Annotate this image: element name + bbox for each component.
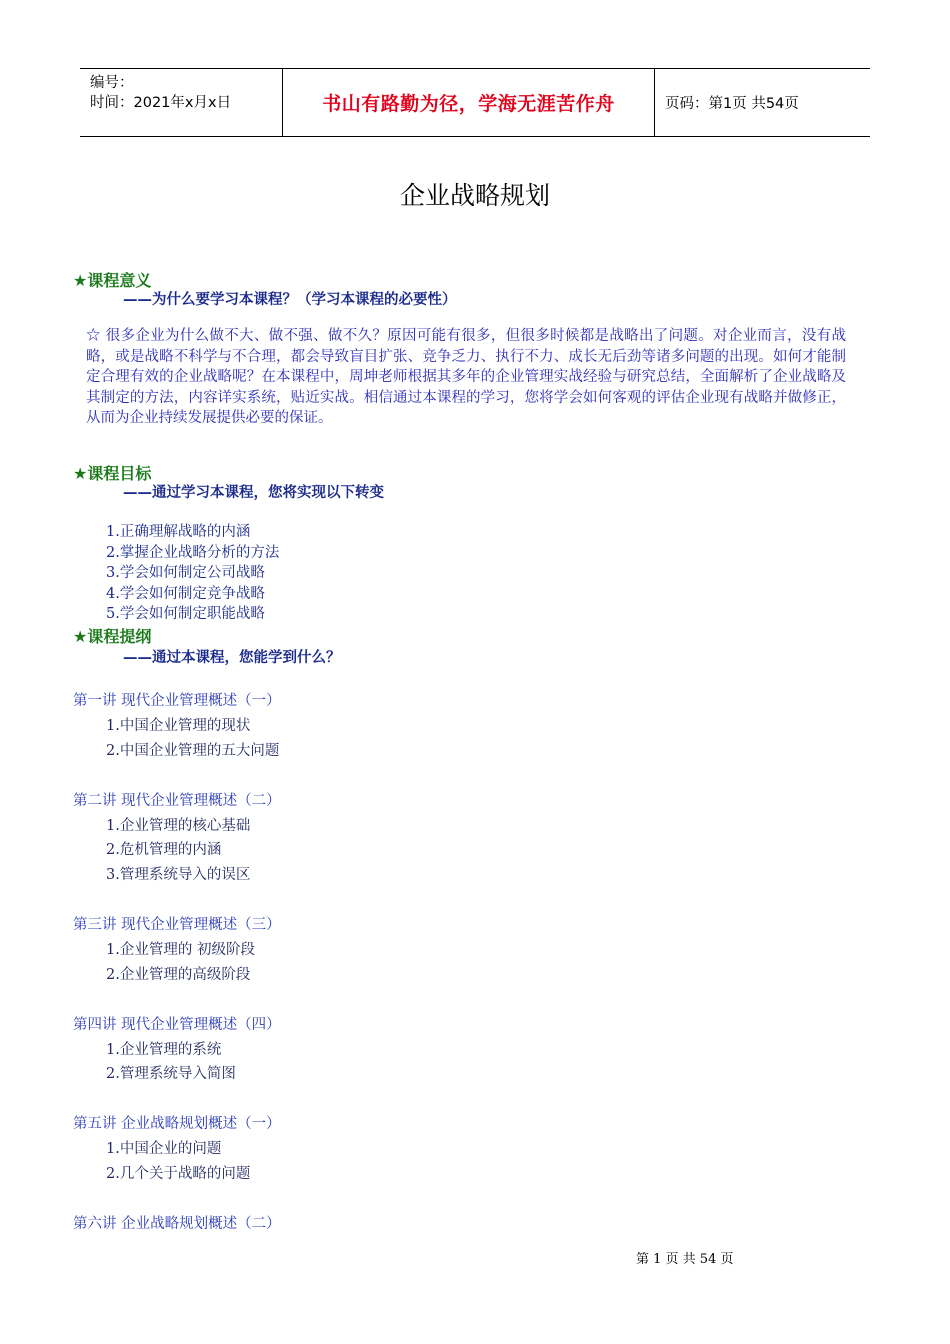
header-left-cell <box>80 69 282 136</box>
lecture-item: 3.管理系统导入的误区 <box>106 867 251 883</box>
goals-heading: ★课程目标 <box>73 464 152 483</box>
document-title: 企业战略规划 <box>399 181 550 210</box>
page-header <box>80 68 870 137</box>
lecture-item: 1.企业管理的核心基础 <box>106 818 251 834</box>
goal-item: 1.正确理解战略的内涵 <box>106 524 251 540</box>
goal-item: 5.学会如何制定职能战略 <box>106 606 265 622</box>
lecture-item: 2.几个关于战略的问题 <box>106 1166 251 1182</box>
lecture-title: 第二讲 现代企业管理概述（二） <box>73 793 281 809</box>
goal-item: 2.掌握企业战略分析的方法 <box>106 545 280 561</box>
outline-heading: ★课程提纲 <box>73 627 152 646</box>
lecture-title: 第三讲 现代企业管理概述（三） <box>73 917 281 933</box>
lecture-item: 2.中国企业管理的五大问题 <box>106 743 280 759</box>
lecture-item: 1.中国企业的问题 <box>106 1141 222 1157</box>
significance-subheading: ——为什么要学习本课程？（学习本课程的必要性） <box>123 292 457 308</box>
motto: 书山有路勤为径，学海无涯苦作舟 <box>282 69 655 136</box>
goal-item: 4.学会如何制定竞争战略 <box>106 586 265 602</box>
goals-subheading: ——通过学习本课程，您将实现以下转变 <box>123 485 384 501</box>
lecture-item: 2.企业管理的高级阶段 <box>106 967 251 983</box>
date-label: 时间：2021年x月x日 <box>90 95 232 111</box>
lecture-item: 1.中国企业管理的现状 <box>106 718 251 734</box>
lecture-title: 第五讲 企业战略规划概述（一） <box>73 1116 281 1132</box>
page-footer: 第 1 页 共 54 页 <box>636 1252 734 1267</box>
page-info: 页码：第1页 共54页 <box>665 96 799 112</box>
lecture-item: 2.管理系统导入简图 <box>106 1066 236 1082</box>
goal-item: 3.学会如何制定公司战略 <box>106 565 265 581</box>
significance-heading: ★课程意义 <box>73 271 152 290</box>
number-label: 编号： <box>90 75 134 91</box>
lecture-title: 第四讲 现代企业管理概述（四） <box>73 1017 281 1033</box>
significance-paragraph: ☆ 很多企业为什么做不大、做不强、做不久？原因可能有很多，但很多时候都是战略出了问题。对企业而言，没有战略，或是战略不科学与不合理，都会导致盲目扩张、竞争乏力、执行不力、成长无后劲等诸多问题的出现。如何才能制定合理有效的企业战略呢？在本课程中，周坤老师根据其多年的企业管理实战经验与研究总结，全面解析了企业战略及其制定的方法，内容详实系统，贴近实战。相信通过本课程的学习，您将学会如何客观的评估企业现有战略并做修正，从而为企业持续发展提供必要的保证。 <box>86 328 846 426</box>
lecture-title: 第六讲 企业战略规划概述（二） <box>73 1216 281 1232</box>
lecture-item: 1.企业管理的 初级阶段 <box>106 942 255 958</box>
lecture-item: 2.危机管理的内涵 <box>106 842 222 858</box>
outline-subheading: ——通过本课程，您能学到什么？ <box>123 650 341 666</box>
lecture-title: 第一讲 现代企业管理概述（一） <box>73 693 281 709</box>
lecture-item: 1.企业管理的系统 <box>106 1042 222 1058</box>
